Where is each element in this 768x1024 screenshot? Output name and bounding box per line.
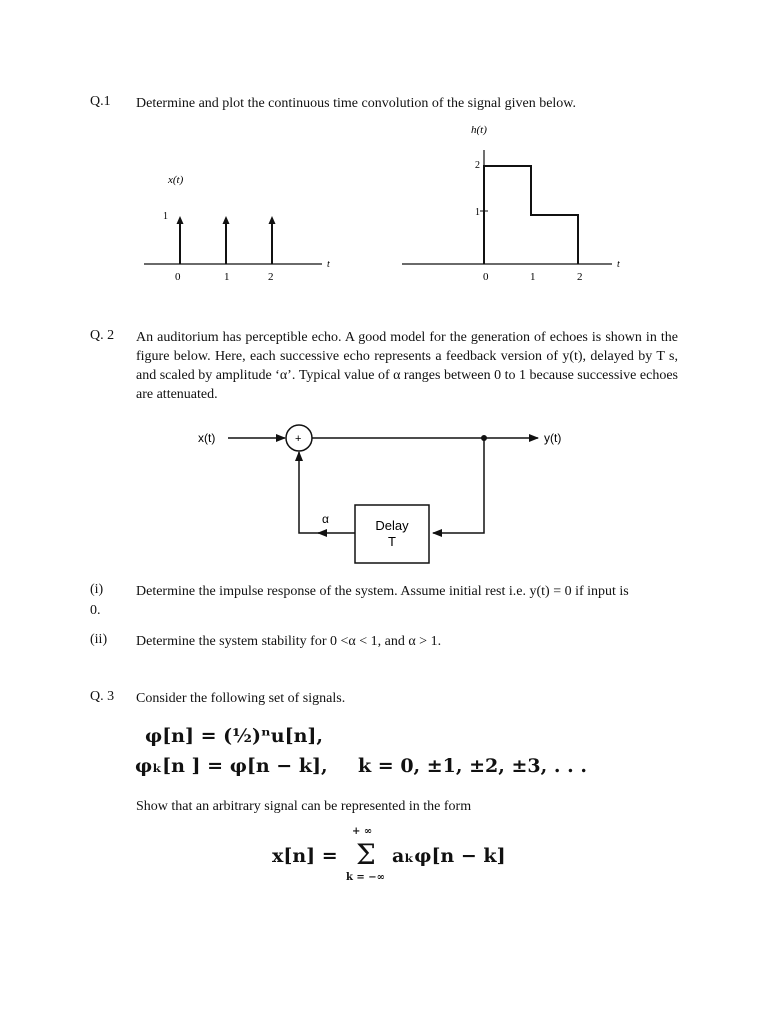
q3-equation-1: φ[n] = (½)ⁿu[n], <box>145 725 324 747</box>
h-plot-step <box>484 166 578 264</box>
q2-part-i-continuation: 0. <box>90 603 101 618</box>
feedback-to-delay <box>433 438 484 533</box>
q2-part-ii-text: Determine the system stability for 0 <α < 1, and α > 1. <box>136 634 442 649</box>
x-plot-xlabel: t <box>327 259 330 270</box>
feedback-to-adder <box>299 452 320 533</box>
impulse-arrowhead-2 <box>269 216 276 224</box>
q3-text: Consider the following set of signals. <box>136 691 346 706</box>
sum-lhs: x[n] = <box>272 845 338 867</box>
x-plot-ylabel: x(t) <box>168 174 184 186</box>
q2-number: Q. 2 <box>90 328 115 343</box>
sum-upper-limit: + ∞ <box>352 826 373 837</box>
q3-number: Q. 3 <box>90 689 115 704</box>
q2-part-i-number: (i) <box>90 582 104 597</box>
h-plot-tick-0: 0 <box>483 271 489 283</box>
echo-block-diagram <box>198 425 561 563</box>
h-plot-tick-2: 2 <box>577 271 583 283</box>
x-plot-tick-2: 2 <box>268 271 274 283</box>
q2-text: An auditorium has perceptible echo. A good model for the generation of echoes is shown in the figure below. Here, each successive echo represents a feedback version of y(t), delayed by T s, and scaled by amplitude ‘α’. Typical value of α ranges between 0 to 1 because successive echoes are attenuated. <box>136 330 678 402</box>
impulse-arrowhead-1 <box>223 216 230 224</box>
input-label: x(t) <box>198 431 216 445</box>
h-plot-tick-1: 1 <box>530 271 536 283</box>
sum-rhs: aₖφ[n − k] <box>392 845 506 867</box>
q2-part-ii-number: (ii) <box>90 632 108 647</box>
h-plot-ylabel: h(t) <box>471 124 487 136</box>
q1-text: Determine and plot the continuous time convolution of the signal given below. <box>136 96 577 111</box>
q3-show-text: Show that an arbitrary signal can be represented in the form <box>136 799 472 814</box>
q3-equation-2-right: k = 0, ±1, ±2, ±3, . . . <box>358 755 587 777</box>
q3-equation-2-left: φₖ[n ] = φ[n − k], <box>135 755 328 777</box>
delay-label: Delay <box>375 518 409 533</box>
sum-lower-limit: k = −∞ <box>346 872 385 883</box>
x-plot-impulse-label: 1 <box>163 211 168 222</box>
x-plot-tick-0: 0 <box>175 271 181 283</box>
output-label: y(t) <box>544 431 562 445</box>
q1-number: Q.1 <box>90 94 111 109</box>
sum-symbol: Σ <box>356 838 376 871</box>
h-plot-xlabel: t <box>617 259 620 270</box>
q2-part-i-text: Determine the impulse response of the system. Assume initial rest i.e. y(t) = 0 if input is <box>136 584 629 599</box>
h-plot-ytick-1: 1 <box>475 207 480 218</box>
gain-alpha-label: α <box>322 512 329 526</box>
h-plot-ytick-2: 2 <box>475 160 480 171</box>
impulse-arrowhead-0 <box>177 216 184 224</box>
adder-label: + <box>295 433 302 445</box>
x-plot-tick-1: 1 <box>224 271 230 283</box>
delay-T-label: T <box>388 534 396 549</box>
